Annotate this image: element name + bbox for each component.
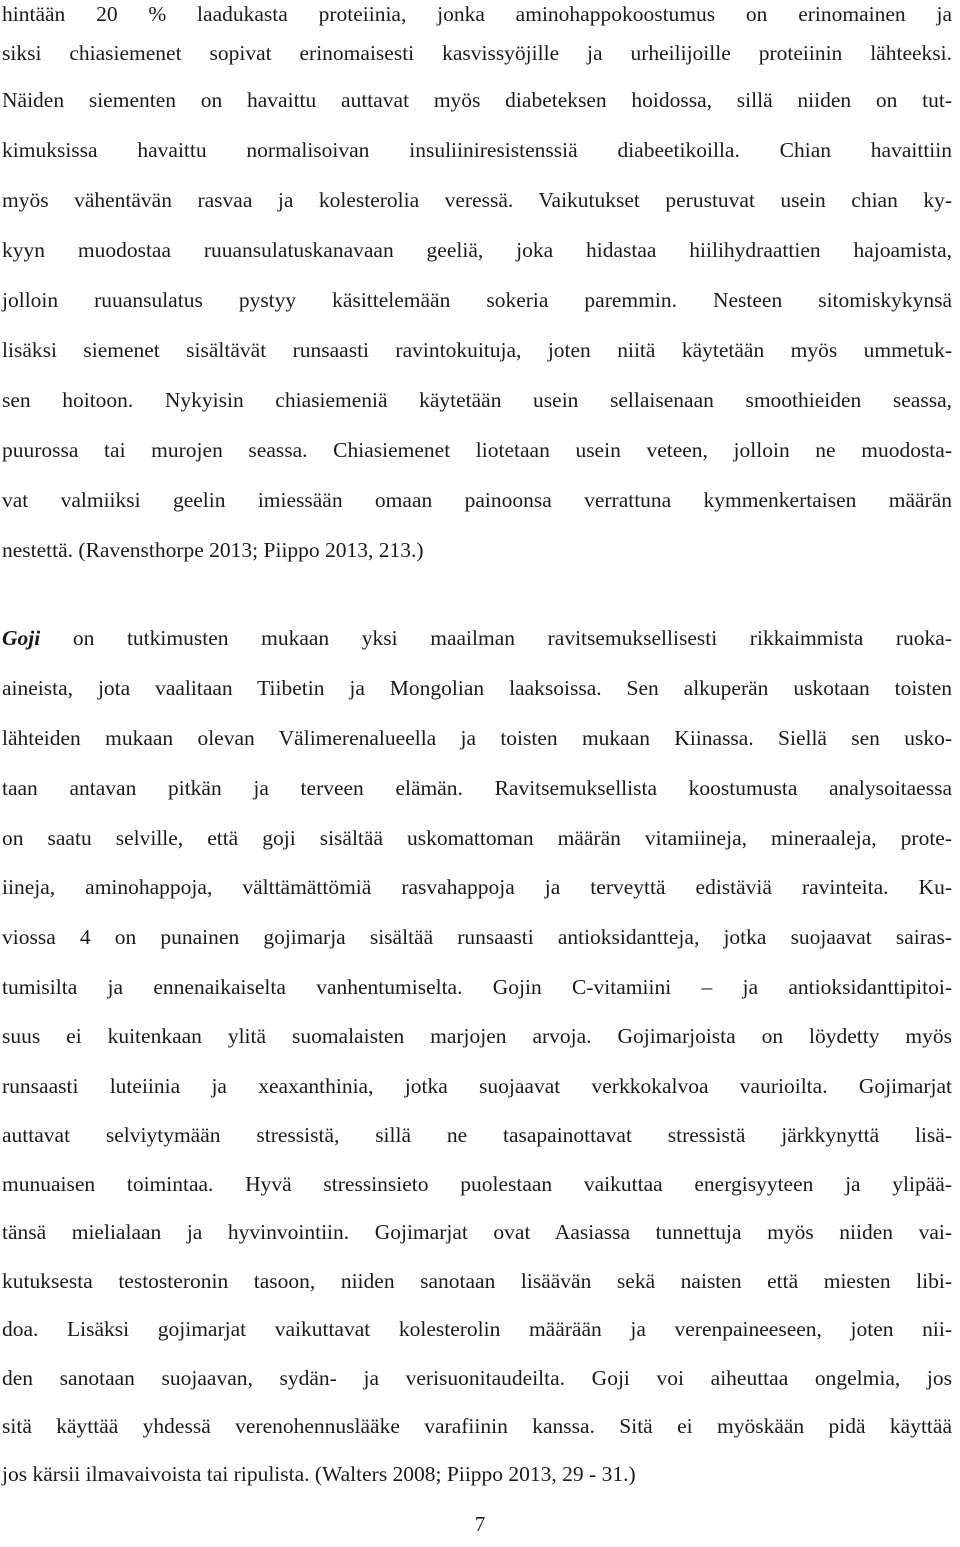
term-goji: Goji: [2, 626, 41, 650]
paragraph-line: puurossa tai murojen seassa. Chiasiemenet liotetaan usein veteen, jolloin ne muodosta-: [2, 438, 952, 462]
paragraph-line: siksi chiasiemenet sopivat erinomaisesti kasvissyöjille ja urheilijoille proteiinin lähteeksi.: [2, 41, 952, 65]
paragraph-line: munuaisen toimintaa. Hyvä stressinsieto puolestaan vaikuttaa energisyyteen ja ylipää-: [2, 1172, 952, 1196]
paragraph-line: sitä käyttää yhdessä verenohennuslääke varafiinin kanssa. Sitä ei myöskään pidä käyttää: [2, 1414, 952, 1438]
paragraph-line: kimuksissa havaittu normalisoivan insuliiniresistenssiä diabeetikoilla. Chian havaittiin: [2, 138, 952, 162]
paragraph-line: Näiden siementen on havaittu auttavat myös diabeteksen hoidossa, sillä niiden on tut-: [2, 88, 952, 112]
paragraph-line: tänsä mielialaan ja hyvinvointiin. Gojimarjat ovat Aasiassa tunnettuja myös niiden vai-: [2, 1220, 952, 1244]
paragraph-line: tumisilta ja ennenaikaiselta vanhentumiselta. Gojin C-vitamiini – ja antioksidanttipitoi-: [2, 975, 952, 999]
paragraph-line: viossa 4 on punainen gojimarja sisältää runsaasti antioksidantteja, jotka suojaavat sairas-: [2, 925, 952, 949]
paragraph-line: lisäksi siemenet sisältävät runsaasti ravintokuituja, joten niitä käytetään myös ummetuk-: [2, 338, 952, 362]
paragraph-line: kutuksesta testosteronin tasoon, niiden sanotaan lisäävän sekä naisten että miesten libi-: [2, 1269, 952, 1293]
paragraph-line: doa. Lisäksi gojimarjat vaikuttavat kolesterolin määrään ja verenpaineeseen, joten nii-: [2, 1317, 952, 1341]
paragraph-line: runsaasti luteiinia ja xeaxanthinia, jotka suojaavat verkkokalvoa vaurioilta. Gojimarjat: [2, 1074, 952, 1098]
paragraph-line: suus ei kuitenkaan ylitä suomalaisten marjojen arvoja. Gojimarjoista on löydetty myös: [2, 1024, 952, 1048]
paragraph-line: aineista, jota vaalitaan Tiibetin ja Mongolian laaksoissa. Sen alkuperän uskotaan toisten: [2, 676, 952, 700]
paragraph-line: [2, 624, 952, 652]
paragraph-line: myös vähentävän rasvaa ja kolesterolia veressä. Vaikutukset perustuvat usein chian ky-: [2, 188, 952, 212]
paragraph-line: kyyn muodostaa ruuansulatuskanavaan geeliä, joka hidastaa hiilihydraattien hajoamista,: [2, 238, 952, 262]
paragraph-line: on saatu selville, että goji sisältää uskomattoman määrän vitamiineja, mineraaleja, prote-: [2, 826, 952, 850]
paragraph-text: on tutkimusten mukaan yksi maailman ravitsemuksellisesti rikkaimmista ruoka-: [40, 626, 952, 650]
paragraph-line: iineja, aminohappoja, välttämättömiä rasvahappoja ja terveyttä edistäviä ravinteita. Ku-: [2, 875, 952, 899]
paragraph-line: hintään 20 % laadukasta proteiinia, jonka aminohappokoostumus on erinomainen ja: [2, 2, 952, 26]
paragraph-line: den sanotaan suojaavan, sydän- ja verisuonitaudeilta. Goji voi aiheuttaa ongelmia, jos: [2, 1366, 952, 1390]
paragraph-line: jos kärsii ilmavaivoista tai ripulista. (Walters 2008; Piippo 2013, 29 - 31.): [2, 1462, 636, 1486]
paragraph-line: jolloin ruuansulatus pystyy käsittelemään sokeria paremmin. Nesteen sitomiskykynsä: [2, 288, 952, 312]
page-number: 7: [474, 1512, 486, 1536]
paragraph-line: lähteiden mukaan olevan Välimerenalueella ja toisten mukaan Kiinassa. Siellä sen usko-: [2, 726, 952, 750]
paragraph-line: auttavat selviytymään stressistä, sillä ne tasapainottavat stressistä järkkynyttä lisä-: [2, 1123, 952, 1147]
paragraph-line: sen hoitoon. Nykyisin chiasiemeniä käytetään usein sellaisenaan smoothieiden seassa,: [2, 388, 952, 412]
paragraph-line: nestettä. (Ravensthorpe 2013; Piippo 2013, 213.): [2, 538, 424, 562]
paragraph-line: vat valmiiksi geelin imiessään omaan painoonsa verrattuna kymmenkertaisen määrän: [2, 488, 952, 512]
paragraph-line: taan antavan pitkän ja terveen elämän. Ravitsemuksellista koostumusta analysoitaessa: [2, 776, 952, 800]
